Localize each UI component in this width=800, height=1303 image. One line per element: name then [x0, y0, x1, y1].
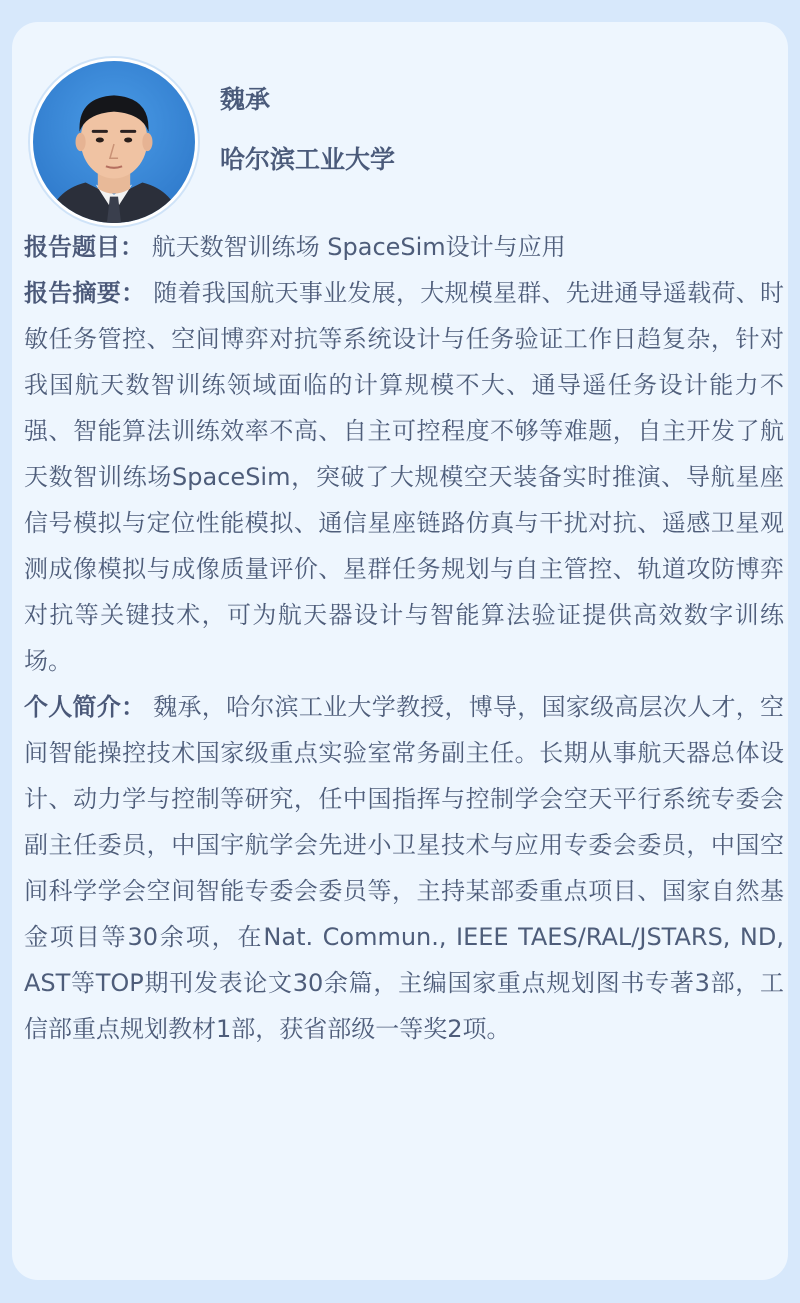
abstract-label: 报告摘要： — [24, 279, 146, 307]
speaker-name: 魏承 — [220, 85, 271, 114]
speaker-photo — [30, 58, 198, 226]
talk-details — [24, 224, 784, 1052]
speaker-affiliation: 哈尔滨工业大学 — [220, 145, 396, 174]
abstract-row — [24, 270, 784, 684]
bio-row — [24, 684, 784, 1052]
abstract-text: 随着我国航天事业发展，大规模星群、先进通导遥载荷、时敏任务管控、空间博弈对抗等系统设计与任务验证工作日趋复杂，针对我国航天数智训练领域面临的计算规模不大、通导遥任务设计能力不强、智能算法训练效率不高、自主可控程度不够等难题，自主开发了航天数智训练场SpaceSim，突破了大规模空天装备实时推演、导航星座信号模拟与定位性能模拟、通信星座链路仿真与干扰对抗、遥感卫星观测成像模拟与成像质量评价、星群任务规划与自主管控、轨道攻防博弈对抗等关键技术，可为航天器设计与智能算法验证提供高效数字训练场。 — [24, 279, 785, 675]
bio-text: 魏承，哈尔滨工业大学教授，博导，国家级高层次人才，空间智能操控技术国家级重点实验室常务副主任。长期从事航天器总体设计、动力学与控制等研究，任中国指挥与控制学会空天平行系统专委会副主任委员，中国宇航学会先进小卫星技术与应用专委会委员，中国空间科学学会空间智能专委会委员等，主持某部委重点项目、国家自然基金项目等30余项，在Nat. Commun., IEEE TAES/RAL/JSTARS, ND, AST等TOP期刊发表论文30余篇，主编国家重点规划图书专著3部，工信部重点规划教材1部，获省部级一等奖2项。 — [24, 693, 785, 1043]
report-title-text: 航天数智训练场 SpaceSim设计与应用 — [151, 233, 566, 261]
report-title-row — [24, 224, 784, 270]
portrait-image — [33, 61, 195, 223]
report-title-label: 报告题目： — [24, 233, 144, 261]
bio-label: 个人简介： — [24, 693, 146, 721]
